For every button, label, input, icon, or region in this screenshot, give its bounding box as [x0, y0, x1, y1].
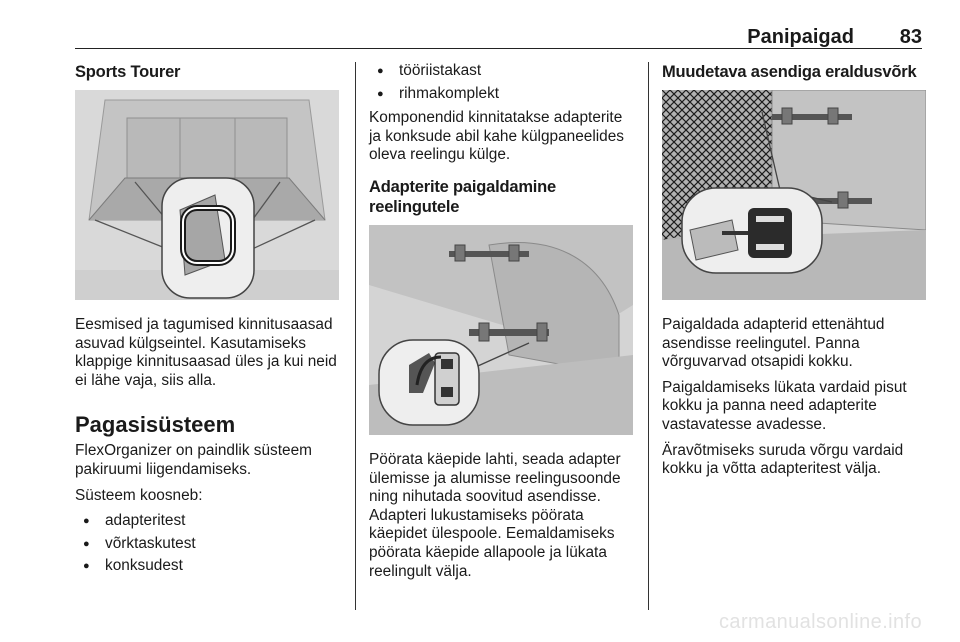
list-item: ● võrktaskutest — [75, 535, 343, 554]
sports-tourer-heading: Sports Tourer — [75, 63, 181, 81]
page-number: 83 — [899, 26, 922, 48]
rail-adapter-figure — [369, 225, 633, 435]
watermark: carmanualsonline.info — [719, 611, 922, 633]
column-divider — [355, 62, 356, 610]
page-title: Panipaigad — [747, 26, 854, 48]
column-2 — [369, 62, 635, 588]
adapter-paragraph: Pöörata käepide lahti, seada adapter ülemisse ja alumisse reelingusoonde ning nihutada soovitud asendisse. Adapteri lukustamiseks pöörata käepidet ülespoole. Eemaldamiseks pöörata käepide allapoole ja lükata reelingult välja. — [369, 450, 621, 580]
partition-net-illustration — [662, 90, 926, 300]
adapter-installation-heading: Adapterite paigaldamine reelingutele — [369, 177, 557, 216]
column-divider — [648, 62, 649, 610]
page-header — [75, 26, 922, 49]
column-1 — [75, 62, 343, 582]
system-consists-paragraph: Süsteem koosneb: — [75, 486, 203, 504]
list-item: ● tööriistakast — [369, 62, 635, 81]
partition-net-heading: Muudetava asendiga eraldusvõrk — [662, 63, 917, 81]
flexorganizer-paragraph: FlexOrganizer on paindlik süsteem pakiruumi liigendamiseks. — [75, 442, 312, 478]
list-item: ● rihmakomplekt — [369, 85, 635, 104]
components-paragraph: Komponendid kinnitatakse adapterite ja konksude abil kahe külgpaneelides oleva reelingu külge. — [369, 109, 624, 164]
section-title: Pagasisüsteem — [75, 412, 236, 438]
net-adapters-paragraph: Paigaldada adapterid ettenähtud asendisse reelingutel. Panna võrguvarvad otsapidi kokku. — [662, 316, 885, 371]
partition-net-figure — [662, 90, 926, 300]
cargo-tie-down-figure — [75, 90, 339, 300]
list-item: ● konksudest — [75, 557, 343, 576]
cargo-tie-down-ring-illustration — [75, 90, 339, 300]
components-list — [75, 512, 343, 576]
column-3 — [662, 62, 928, 486]
net-install-paragraph: Paigaldamiseks lükata vardaid pisut kokku ja panna need adapterite vastavatesse avadesse. — [662, 378, 907, 433]
net-remove-paragraph: Äravõtmiseks suruda võrgu vardaid kokku ja võtta adapteritest välja. — [662, 441, 904, 478]
components-list-continued — [369, 62, 635, 103]
rail-adapter-illustration — [369, 225, 633, 435]
tie-down-paragraph: Eesmised ja tagumised kinnitusaasad asuvad külgseintel. Kasutamiseks klappige kinnitusaasad üles ja kui neid ei lähe vaja, siis alla. — [75, 316, 337, 389]
list-item: ● adapteritest — [75, 512, 343, 531]
